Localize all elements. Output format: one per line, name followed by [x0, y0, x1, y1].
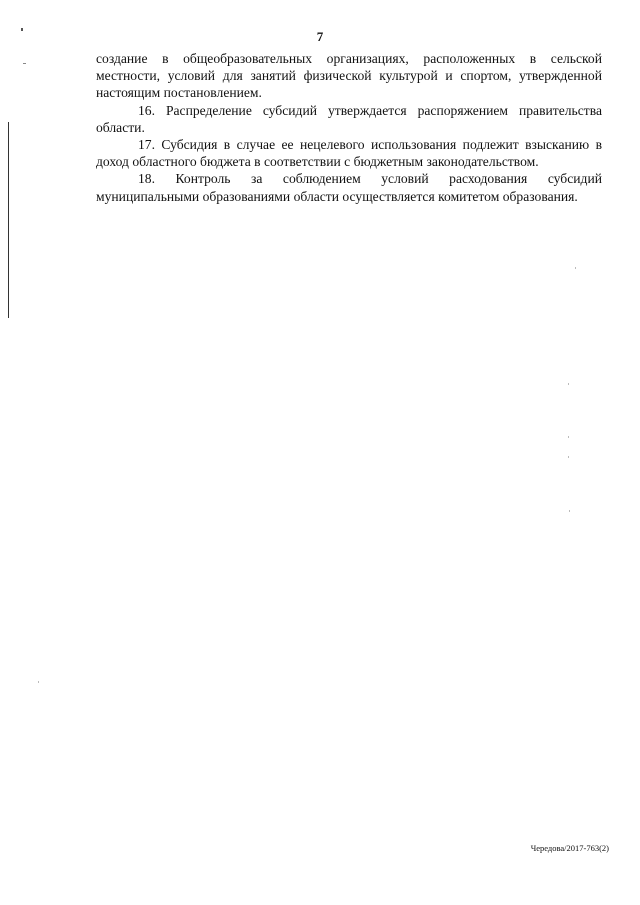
- scan-margin-line: [8, 122, 9, 318]
- paragraph-continuation: создание в общеобразовательных организациях, расположенных в сельской местности, условий для занятий физической культурой и спортом, утвержденной настоящим постановлением.: [96, 51, 602, 101]
- scan-speck: [575, 267, 576, 269]
- paragraph-16: 16. Распределение субсидий утверждается распоряжением правительства области.: [96, 102, 602, 135]
- scan-speck: [568, 383, 569, 385]
- scan-speck: [21, 28, 23, 31]
- page-number: 7: [316, 29, 324, 44]
- scan-speck: [38, 681, 39, 683]
- document-code: Чередова/2017-763(2): [530, 843, 609, 853]
- paragraph-17: 17. Субсидия в случае ее нецелевого использования подлежит взысканию в доход областного бюджета в соответствии с бюджетным законодательством.: [96, 137, 602, 170]
- scan-speck: [568, 456, 569, 458]
- scan-speck: [568, 436, 569, 438]
- paragraph-18: 18. Контроль за соблюдением условий расходования субсидий муниципальными образованиями области осуществляется комитетом образования.: [96, 171, 602, 204]
- scan-speck: [23, 63, 26, 64]
- body-text: [96, 50, 602, 205]
- scan-speck: [569, 510, 570, 512]
